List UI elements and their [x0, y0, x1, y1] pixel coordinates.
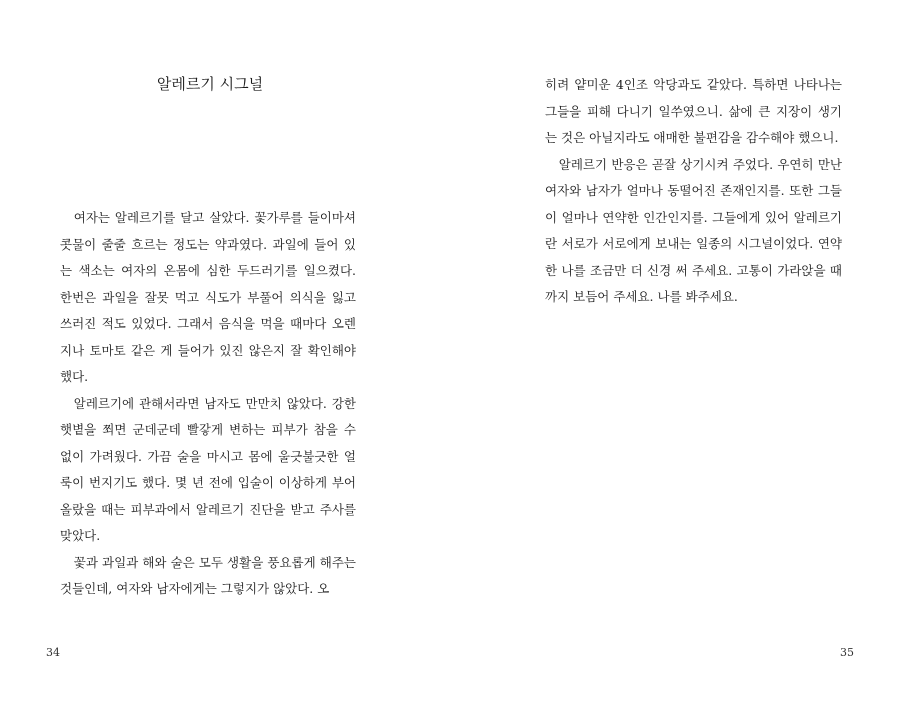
right-page: [450, 0, 900, 704]
page-number: 35: [840, 646, 854, 659]
paragraph: 꽃과 과일과 해와 술은 모두 생활을 풍요롭게 해주는 것들인데, 여자와 남자에게는 그렇지가 않았다. 오: [60, 554, 356, 596]
right-page-body: [545, 72, 842, 311]
paragraph: 알레르기 반응은 곧잘 상기시켜 주었다. 우연히 만난 여자와 남자가 얼마나 동떨어진 존재인지를. 또한 그들이 얼마나 연약한 인간인지를. 그들에게 있어 알레르기란 서로가 서로에게 보내는 일종의 시그널이었다. 연약한 나를 조금만 더 신경 써 주세요. 고통이 가라앉을 때까지 보듬어 주세요. 나를 봐주세요.: [545, 156, 842, 304]
chapter-title: 알레르기 시그널: [156, 75, 264, 93]
left-page-body: [60, 205, 356, 603]
page-number: 34: [46, 646, 60, 659]
paragraph: 알레르기에 관해서라면 남자도 만만치 않았다. 강한 햇볕을 쬐면 군데군데 빨갛게 변하는 피부가 참을 수 없이 가려웠다. 가끔 술을 마시고 몸에 울긋불긋한 얼룩이 번지기도 했다. 몇 년 전에 입술이 이상하게 부어올랐을 때는 피부과에서 알레르기 진단을 받고 주사를 맞았다.: [60, 395, 356, 543]
paragraph: 여자는 알레르기를 달고 살았다. 꽃가루를 들이마셔 콧물이 줄줄 흐르는 정도는 약과였다. 과일에 들어 있는 색소는 여자의 온몸에 심한 두드러기를 일으켰다. 한번은 과일을 잘못 먹고 식도가 부풀어 의식을 잃고 쓰러진 적도 있었다. 그래서 음식을 먹을 때마다 오렌지나 토마토 같은 게 들어가 있진 않은지 잘 확인해야 했다.: [60, 210, 356, 384]
paragraph: 히려 얕미운 4인조 악당과도 같았다. 특하면 나타나는 그들을 피해 다니기 일쑤였으니. 삶에 큰 지장이 생기는 것은 아닐지라도 애매한 불편감을 감수해야 했으니.: [545, 77, 842, 145]
